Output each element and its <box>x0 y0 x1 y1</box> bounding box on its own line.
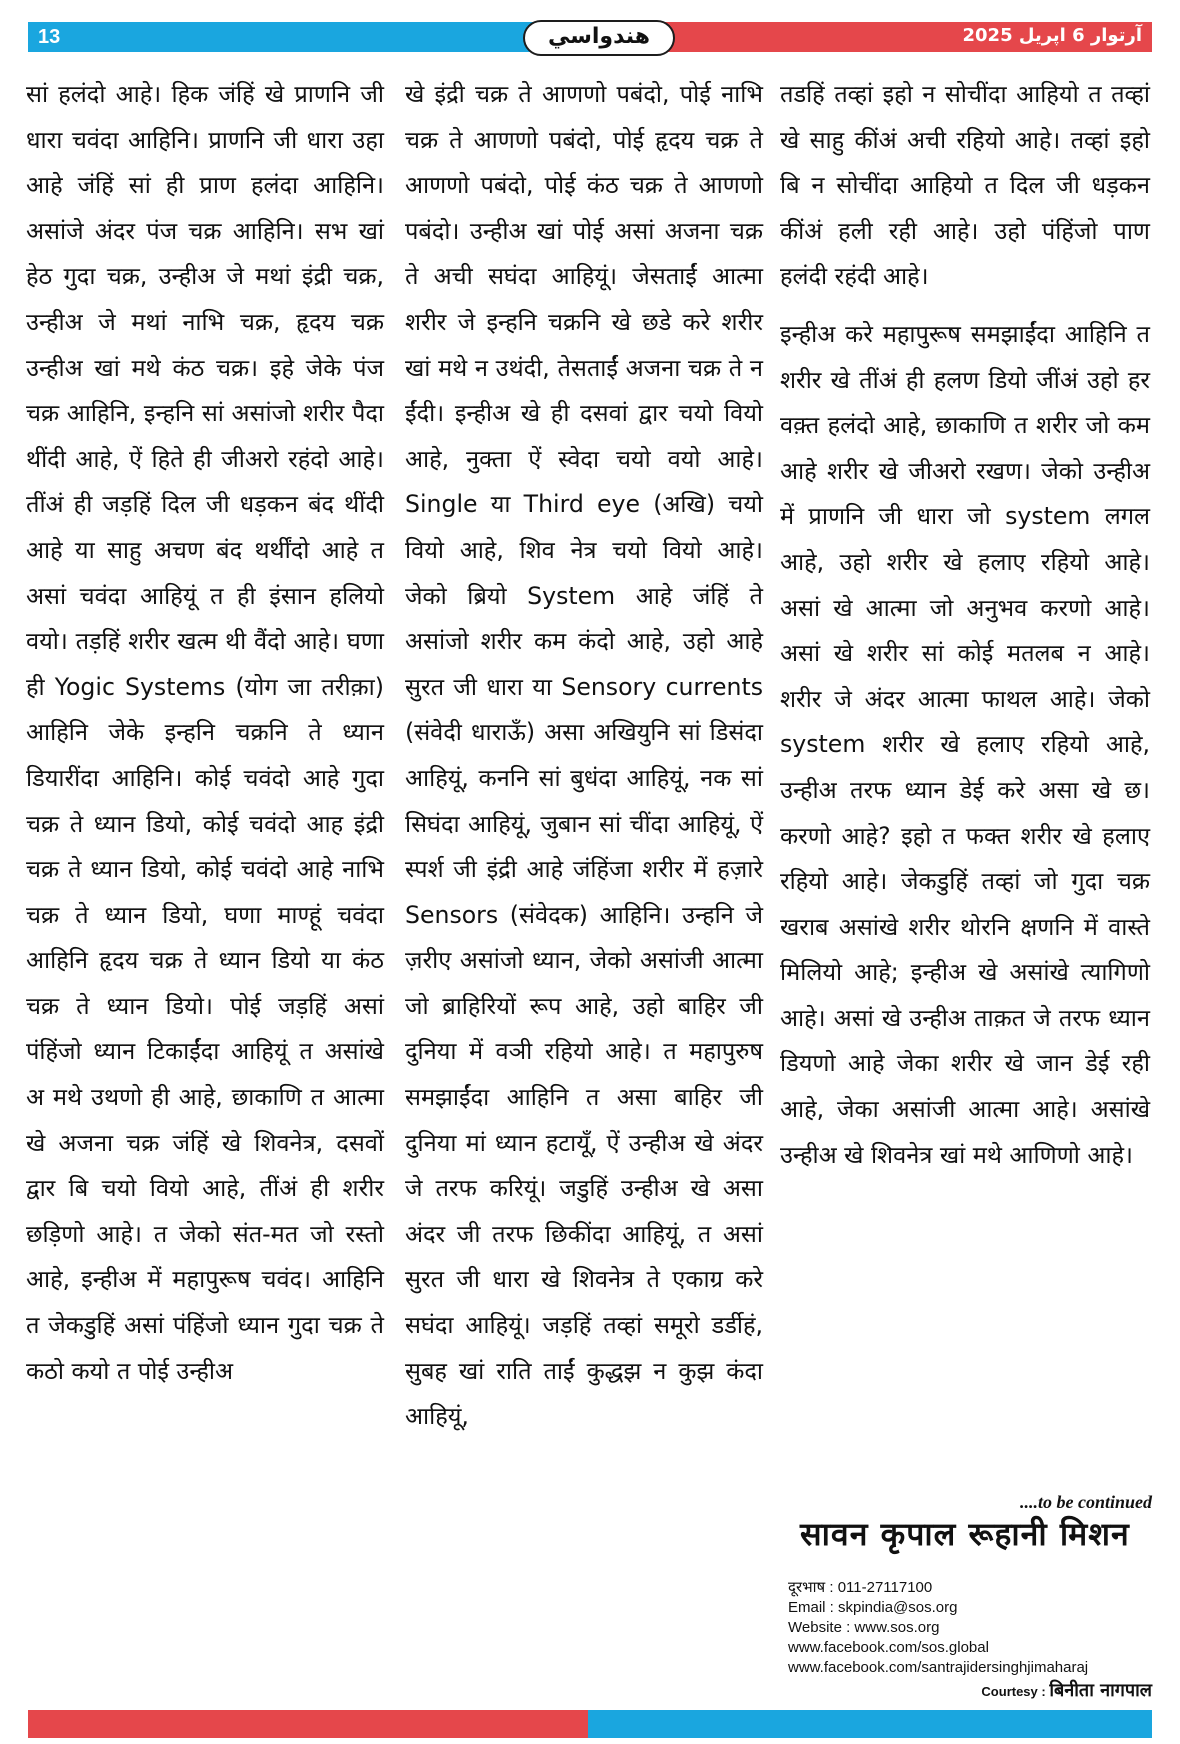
facebook-link-1: www.facebook.com/sos.global <box>788 1639 989 1656</box>
masthead-logo: هندواسي <box>523 20 675 56</box>
header-bar <box>28 22 1152 52</box>
header-blue-band <box>28 22 548 52</box>
article-column-1 <box>26 72 384 1394</box>
column-1-paragraph: सां हलंदो आहे। हिक जंहिं खे प्राणनि जी धारा चवंदा आहिनि। प्राणनि जी धारा उहा आहे जंहिं सां ही प्राण हलंदा आहिनि। असांजे अंदर पंज चक्र आहिनि। सभ खां हेठ गुदा चक्र, उन्हीअ जे मथां इंद्री चक्र, उन्हीअ जे मथां नाभि चक्र, हृदय चक्र उन्हीअ खां मथे कंठ चक्र। इहे जेके पंज चक्र आहिनि, इन्हनि सां असांजो शरीर पैदा थींदी आहे, ऐं हिते ही जीअरो रहंदो आहे। तींअं ही जड़हिं दिल जी धड़कन बंद थींदी आहे या साहु अचण बंद थर्थींदो आहे त असां चवंदा आहियूं त ही इंसान हलियो वयो। तड़हिं शरीर खत्म थी वैंदो आहे। घणा ही Yogic Systems (योग जा तरीक़ा) आहिनि जेके इन्हनि चक्रनि ते ध्यान डियारींदा आहिनि। कोई चवंदो आहे गुदा चक्र ते ध्यान डियो, कोई चवंदो आह इंद्री चक्र ते ध्यान डियो, कोई चवंदो आहे नाभि चक्र ते ध्यान डियो, घणा माण्हूं चवंदा आहिनि हृदय चक्र ते ध्यान डियो या कंठ चक्र ते ध्यान डियो। पोई जड़हिं असां पंहिंजो ध्यान टिकाईंदा आहियूं त असांखे अ मथे उथणो ही आहे, छाकाणि त आत्मा खे अजना चक्र जंहिं खे शिवनेत्र, दसवों द्वार बि चयो वियो आहे, तींअं ही शरीर छड़िणो आहे। त जेको संत-मत जो रस्तो आहे, इन्हीअ में महापुरूष चवंद। आहिनि त जेकडुहिं असां पंहिंजो ध्यान गुदा चक्र ते कठो कयो त पोई उन्हीअ <box>26 80 384 1385</box>
website-line: Website : www.sos.org <box>788 1619 940 1636</box>
column-3-paragraph-2: इन्हीअ करे महापुरूष समझाईंदा आहिनि त शरीर खे तींअं ही हलण डियो जींअं उहो हर वक़्त हलंदो आहे, छाकाणि त शरीर जो कम आहे शरीर खे जीअरो रखण। जेको उन्हीअ में प्राणनि जी धारा जो system लगल आहे, उहो शरीर खे हलाए रहियो आहे। असां खे आत्मा जो अनुभव करणो आहे। असां खे शरीर सां कोई मतलब न आहे। शरीर जे अंदर आत्मा फाथल आहे। जेको system शरीर खे हलाए रहियो आहे, उन्हीअ तरफ ध्यान डेई करे असा खे छ। करणो आहे? इहो त फक्त शरीर खे हलाए रहियो आहे। जेकडुहिं तव्हां जो गुदा चक्र खराब असांखे शरीर थोरनि क्षणनि में वास्ते मिलियो आहे; इन्हीअ खे असांखे त्यागिणो आहे। असां खे उन्हीअ ताक़त जे तरफ ध्यान डियणो आहे जेका शरीर खे जान डेई रही आहे, जेका असांजी आत्मा आहे। असांखे उन्हीअ खे शिवनेत्र खां मथे आणिणो आहे। <box>780 319 1150 1169</box>
email-line: Email : skpindia@sos.org <box>788 1599 958 1616</box>
footer-red-band <box>28 1710 588 1738</box>
article-column-3 <box>780 72 1150 1178</box>
to-be-continued: ....to be continued <box>1019 1492 1152 1512</box>
mission-name: सावन कृपाल रूहानी मिशन <box>800 1515 1130 1553</box>
contact-block <box>788 1578 1088 1678</box>
dateline: آرتوار 6 اپريل 2025 <box>962 25 1142 46</box>
facebook-link-2: www.facebook.com/santrajidersinghjimaharaj <box>788 1659 1089 1676</box>
courtesy-credit <box>981 1678 1152 1702</box>
column-2-paragraph: खे इंद्री चक्र ते आणणो पबंदो, पोई नाभि चक्र ते आणणो पबंदो, पोई हृदय चक्र ते आणणो पबंदो, पोई कंठ चक्र ते आणणो पबंदो। उन्हीअ खां पोई असां अजना चक्र ते अची सघंदा आहियूं। जेसताईं आत्मा शरीर जे इन्हनि चक्रनि खे छडे करे शरीर खां मथे न उथंदी, तेसताईं अजना चक्र ते न ईंदी। इन्हीअ खे ही दसवां द्वार चयो वियो आहे, नुक्ता ऐं स्वेदा चयो वयो आहे। Single या Third eye (अखि) चयो वियो आहे, शिव नेत्र चयो वियो आहे। जेको ब्रियो System आहे जंहिं ते असांजो शरीर कम कंदो आहे, उहो आहे सुरत जी धारा या Sensory currents (संवेदी धाराऊँ) असा अखियुनि सां डिसंदा आहियूं, कननि सां बुधंदा आहियूं, नक सां सिघंदा आहियूं, जुबान सां चींदा आहियूं, ऐं स्पर्श जी इंद्री आहे जंहिंजा शरीर में हज़ारे Sensors (संवेदक) आहिनि। उन्हनि जे ज़रीए असांजो ध्यान, जेको असांजी आत्मा जो ब्राहिरियों रूप आहे, उहो बाहिर जी दुनिया में वञी रहियो आहे। त महापुरुष समझाईंदा आहिनि त असा बाहिर जी दुनिया मां ध्यान हटायूँ, ऐं उन्हीअ खे अंदर जे तरफ करियूं। जडुहिं उन्हीअ खे असा अंदर जी तरफ छिकींदा आहियूं, त असां सुरत जी धारा खे शिवनेत्र ते एकाग्र करे सघंदा आहियूं। जड़हिं तव्हां समूरो डर्डीहं, सुबह खां राति ताईं कुद्धझ न कुझ कंदा आहियूं, <box>405 80 763 1431</box>
page-number: 13 <box>38 26 61 48</box>
footer-blue-band <box>588 1710 1152 1738</box>
footer-bar <box>28 1710 1152 1738</box>
article-column-2 <box>405 72 763 1440</box>
courtesy-label: Courtesy : <box>981 1684 1046 1699</box>
phone-line: दूरभाष : 011-27117100 <box>788 1579 933 1596</box>
column-3-paragraph-1: तडहिं तव्हां इहो न सोचींदा आहियो त तव्हां खे साहु कींअं अची रहियो आहे। तव्हां इहो बि न सोचींदा आहियो त दिल जी धड़कन कींअं हली रही आहे। उहो पंहिंजो पाण हलंदी रहंदी आहे। <box>780 80 1150 291</box>
courtesy-name: बिनीता नागपाल <box>1049 1680 1152 1701</box>
